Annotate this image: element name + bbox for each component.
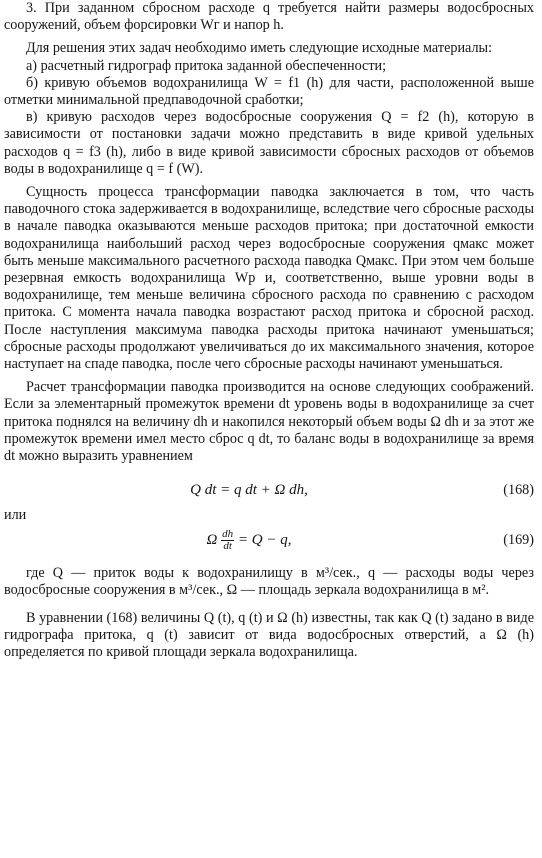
equation-169-suffix: = Q − q, [237,532,292,549]
paragraph-equation-168-known-values: В уравнении (168) величины Q (t), q (t) и Ω (h) известны, так как Q (t) задано в виде гидрографа притока, q (t) зависит от вида водосбросных отверстий, а Ω (h) определяется по кривой площади зеркала водохранилища. [4,609,534,661]
paragraph-calculation: Расчет трансформации паводка производится на основе следующих соображений. Если за элементарный промежуток времени dt уровень воды в водохранилище за счет притока поднялся на величину dh и накопился некоторый объем воды Ω dh и за этот же промежуток времени имел место сброс q dt, то баланс воды в водохранилище за время dt можно выразить уравнением [4,379,534,465]
equation-169-formula [4,525,494,555]
equation-169-numerator: dh [222,528,234,541]
equation-169 [4,525,534,555]
paragraph-flood-transformation: Сущность процесса трансформации паводка заключается в том, что часть паводочного стока задерживается в водохранилище, вследствие чего сбросные расходы в начале паводка оказываются меньше расходов притока; при достаточной емкости водохранилища наибольший расход через водосбросные сооружения qмакс может быть меньше максимального расчетного расхода паводка Qмакс. При этом чем больше резервная емкость водохранилища Wр и, соответственно, выше уровни воды в водохранилище, тем меньше величина сбросного расхода по сравнению с расходом притока. С момента начала паводка возрастают расход притока и сбросной расход. После наступления максимума паводка расходы притока начинают уменьшаться; сбросные расходы продолжают увеличиваться до их максимального значения, которое наступает на спаде паводка, после чего сбросные расходы начинают уменьшаться. [4,184,534,373]
equation-168-number: (168) [503,482,534,499]
or-word: или [4,507,27,524]
equation-168 [4,475,534,505]
equation-169-prefix: Ω [206,532,218,549]
equation-169-denominator: dt [223,540,232,553]
paragraph-variable-definitions: где Q — приток воды к водохранилищу в м³/сек., q — расходы воды через водосбросные сооружения в м³/сек., Ω — площадь зеркала водохранилища в м². [4,565,534,599]
list-item-a: а) расчетный гидрограф притока заданной обеспеченности; [26,57,387,74]
equation-169-fraction [221,529,234,552]
equation-169-number: (169) [503,532,534,549]
paragraph-item-3: 3. При заданном сбросном расходе q требуется найти размеры водосбросных сооружений, объем форсировки Wг и напор h. [4,0,534,34]
equation-168-formula: Q dt = q dt + Ω dh, [190,482,308,499]
list-item-b: б) кривую объемов водохранилища W = f1 (h) для части, расположенной выше отметки минимальной предпаводочной сработки; [4,74,534,109]
paragraph-materials-intro: Для решения этих задач необходимо иметь следующие исходные материалы: [26,40,493,57]
list-item-v: в) кривую расходов через водосбросные сооружения Q = f2 (h), которую в зависимости от постановки задачи можно представить в виде кривой удельных расходов q = f3 (h), либо в виде кривой зависимости сбросных расходов от объемов воды в водохранилище q = f (W). [4,109,534,177]
